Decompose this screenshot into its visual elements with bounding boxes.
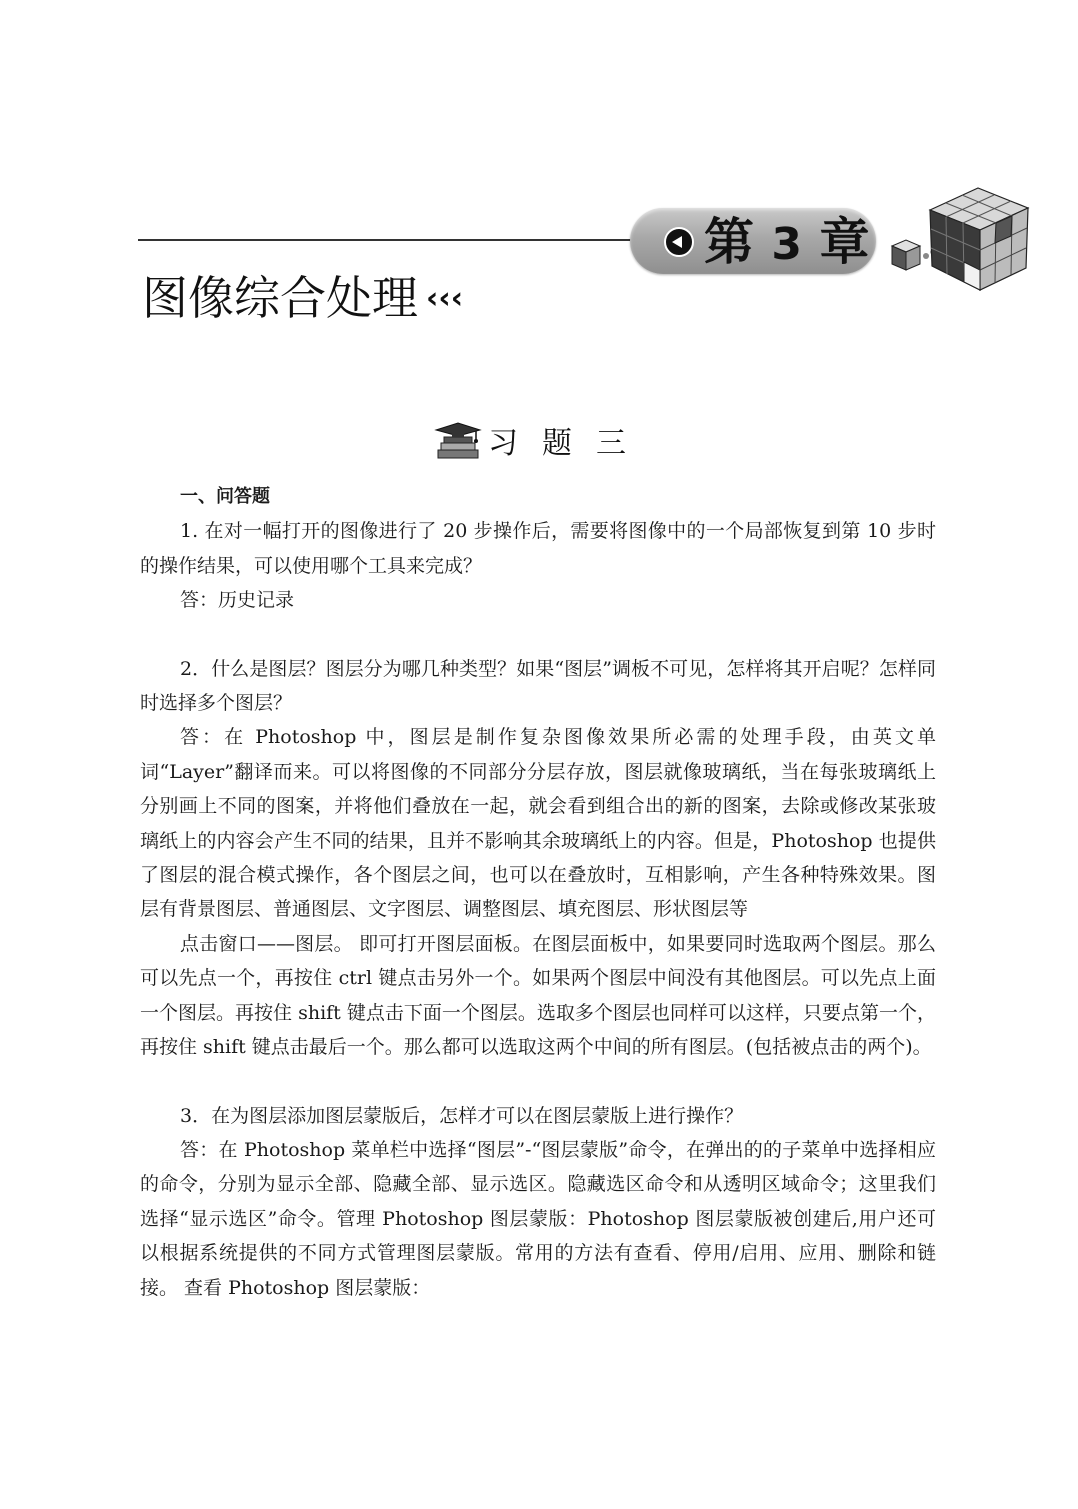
chapter-number: 3 — [771, 219, 803, 270]
exercise-title: 习题三 — [488, 426, 650, 461]
chapter-title-text: 图像综合处理 — [142, 271, 418, 325]
exercise-heading — [432, 420, 650, 460]
question-3: 3．在为图层添加图层蒙版后，怎样才可以在图层蒙版上进行操作？ — [180, 1104, 744, 1127]
title-chevrons: ‹‹‹ — [426, 281, 464, 316]
chapter-suffix: 章 — [819, 213, 870, 271]
chapter-title — [142, 262, 463, 328]
answer-1: 答：历史记录 — [180, 589, 295, 612]
answer-2-part-1: 答：在 Photoshop 中，图层是制作复杂图像效果所必需的处理手段，由英文单词“Layer”翻译而来。可以将图像的不同部分分层存放，图层就像玻璃纸，当在每张玻璃纸上分别画上不同的图案，并将他们叠放在一起，就会看到组合出的新的图案，去除或修改某张玻璃纸上的内容会产生不同的结果，且并不影响其余玻璃纸上的内容。但是，Photoshop 也提供了图层的混合模式操作，各个图层之间，也可以在叠放时，互相影响，产生各种特殊效果。图层有背景图层、普通图层、文字图层、调整图层、填充图层、形状图层等 — [140, 726, 936, 921]
spacer — [140, 618, 936, 652]
question-2: 2．什么是图层？图层分为哪几种类型？如果“图层”调板不可见，怎样将其开启呢？怎样同时选择多个图层？ — [140, 657, 936, 715]
answer-3: 答：在 Photoshop 菜单栏中选择“图层”-“图层蒙版”命令，在弹出的的子菜单中选择相应的命令，分别为显示全部、隐藏全部、显示选区。隐藏选区命令和从透明区域命令；这里我们选择“显示选区”命令。管理 Photoshop 图层蒙版：Photoshop 图层蒙版被创建后,用户还可以根据系统提供的不同方式管理图层蒙版。常用的方法有查看、停用/启用、应用、删除和链接。 查看 Photoshop 图层蒙版： — [140, 1138, 936, 1299]
chapter-prefix: 第 — [704, 213, 754, 271]
exercise-content — [140, 480, 936, 1305]
chapter-label — [704, 212, 869, 272]
answer-2-part-2: 点击窗口——图层。 即可打开图层面板。在图层面板中，如果要同时选取两个图层。那么可以先点一个，再按住 ctrl 键点击另外一个。如果两个图层中间没有其他图层。可以先点上面一个图层。再按住 shift 键点击下面一个图层。选取多个图层也同样可以这样，只要点第一个，再按住 shift 键点击最后一个。那么都可以选取这两个中间的所有图层。(包括被点击的两个)。 — [140, 932, 936, 1059]
cube-icon — [876, 178, 1036, 298]
chapter-arrow-icon — [664, 227, 694, 257]
header-rule — [138, 239, 668, 241]
question-1: 1. 在对一幅打开的图像进行了 20 步操作后，需要将图像中的一个局部恢复到第 10 步时的操作结果，可以使用哪个工具来完成？ — [140, 520, 936, 577]
spacer — [140, 1065, 936, 1099]
books-icon — [432, 420, 484, 460]
section-heading: 一、问答题 — [180, 486, 270, 507]
